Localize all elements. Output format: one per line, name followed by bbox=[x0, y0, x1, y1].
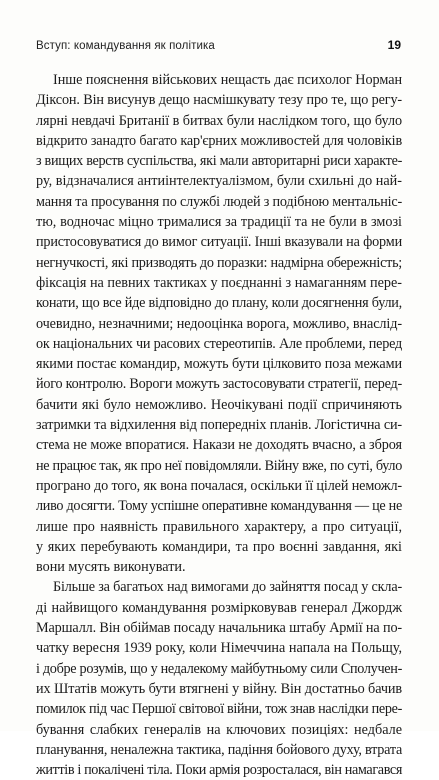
text-line: життів і покалічені тіла. Поки армія розросталася, він намагався bbox=[36, 762, 403, 779]
text-line: його контролю. Вороги можуть застосовувати стратегії, перед- bbox=[36, 376, 402, 393]
text-line: Інше пояснення військових нещасть дає психолог Норман bbox=[53, 72, 403, 88]
text-line: ливо досягти. Тому успішне оперативне командування — це не bbox=[36, 498, 402, 515]
body-text bbox=[36, 70, 402, 780]
text-line: і добре розумів, що у недалекому майбутньому сили Сполучен- bbox=[36, 660, 402, 677]
text-line: Маршалл. Він обіймав посаду начальника штабу Армії на по- bbox=[36, 620, 402, 637]
text-line: програно до того, як вона почалася, оскільки її цілей неможл- bbox=[36, 477, 402, 494]
page-number: 19 bbox=[387, 38, 401, 52]
text-line: у яких перебувають командири, та про воєнні завдання, які bbox=[36, 538, 402, 555]
text-line: фіксація на певних тактиках у поєднанні з намаганням пере- bbox=[36, 274, 402, 291]
text-line: лише про наявність правильного характеру, а про ситуації, bbox=[36, 518, 402, 535]
paragraph-2 bbox=[36, 577, 402, 780]
text-line: негнучкості, які призводять до поразки: надмірна обережність; bbox=[36, 254, 402, 271]
text-line: не працює так, як про неї повідомляли. Війну вже, по суті, було bbox=[36, 457, 402, 474]
text-line: з вищих верств суспільства, які мали авторитарні риси характе- bbox=[36, 153, 402, 170]
text-line: відкрито занадто багато кар'єрних можливостей для чоловіків bbox=[36, 132, 402, 149]
text-line: конати, що все йде відповідно до плану, коли досягнення були, bbox=[36, 295, 402, 312]
text-line: Більше за багатьох над вимогами до зайняття посад у скла- bbox=[53, 579, 402, 596]
text-line: вони мусять виконувати. bbox=[36, 559, 186, 576]
text-line: чатку вересня 1939 року, коли Німеччина напала на Польщу, bbox=[36, 640, 402, 657]
text-line: лярні невдачі Британії в битвах були наслідком того, що було bbox=[36, 112, 402, 129]
text-line: затримки та відхилення від попередніх планів. Логістична си- bbox=[36, 417, 402, 434]
text-line: тю, водночас міцно трималися за традиції та не були в змозі bbox=[36, 214, 402, 231]
text-line: бачити які було неможливо. Неочікувані події спричиняють bbox=[36, 396, 402, 413]
text-line: бування слабких генералів на ключових позиціях: недбале bbox=[36, 721, 402, 738]
text-line: Діксон. Він висунув дещо насмішкувату тезу про те, що регу- bbox=[36, 92, 403, 109]
running-title: Вступ: командування як політика bbox=[36, 40, 215, 52]
text-line: ру, відзначалися антиінтелектуалізмом, були схильні до най- bbox=[36, 173, 402, 190]
page-header bbox=[36, 38, 401, 56]
text-line: очевидно, незначними; недооцінка ворога, можливо, внаслід- bbox=[36, 315, 402, 332]
text-line: мання та просування по службі людей з подібною ментальніс- bbox=[36, 193, 403, 210]
text-line: стема не може впоратися. Накази не доходять вчасно, а зброя bbox=[36, 437, 402, 454]
text-line: ді найвищого командування розмірковував генерал Джордж bbox=[36, 599, 402, 616]
text-line: планування, неналежна тактика, падіння бойового духу, втрата bbox=[36, 741, 403, 758]
text-line: пристосовуватися до вимог ситуації. Інші вказували на форми bbox=[36, 234, 402, 251]
paragraph-1 bbox=[36, 70, 402, 577]
text-line: ок національних чи расових стереотипів. Але проблеми, перед bbox=[36, 335, 403, 352]
text-line: помилок під час Першої світової війни, тож знав наслідки пере- bbox=[36, 701, 402, 718]
text-line: якими постає командир, можуть бути цілковито поза межами bbox=[36, 356, 403, 373]
text-line: их Штатів можуть бути втягнені у війну. Він достатньо бачив bbox=[36, 680, 402, 697]
